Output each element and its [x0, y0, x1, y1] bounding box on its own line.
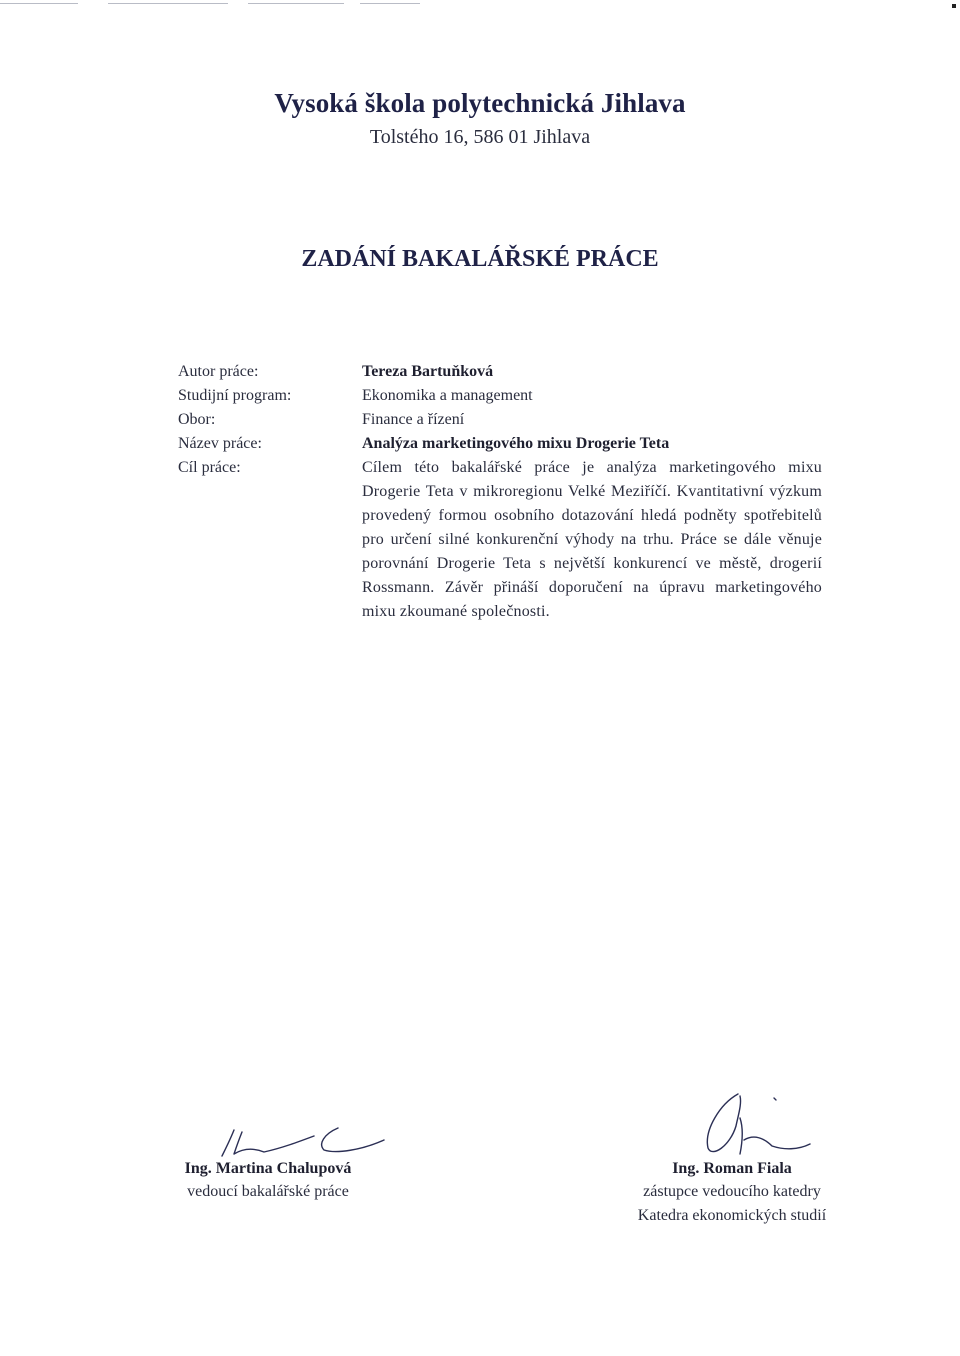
program-value: Ekonomika a management: [362, 387, 533, 404]
goal-label: Cíl práce:: [178, 459, 241, 476]
scan-mark: [952, 4, 956, 8]
deputy-name: Ing. Roman Fiala: [672, 1160, 792, 1177]
deputy-role: zástupce vedoucího katedry: [643, 1183, 821, 1200]
field-value: Finance a řízení: [362, 411, 465, 428]
scan-line: [0, 3, 78, 4]
supervisor-role: vedoucí bakalářské práce: [187, 1183, 349, 1200]
field-values: [362, 360, 822, 624]
scan-line: [360, 3, 420, 4]
supervisor-signature: [212, 1118, 402, 1162]
goal-value: Cílem této bakalářské práce je analýza marketingového mixu Drogerie Teta v mikroregionu Velké Meziříčí. Kvantitativní výzkum provedený formou osobního dotazování hledá podněty spotřebitelů pro určení silné konkurenční výhody na trhu. Práce se dále věnuje porovnání Drogerie Teta s největší konkurencí ve městě, drogerií Rossmann. Závěr přináší doporučení na úpravu marketingového mixu zkoumané společnosti.: [362, 459, 822, 620]
scan-edge: [0, 0, 960, 8]
supervisor-signature-block: [150, 1158, 386, 1204]
author-value: Tereza Bartuňková: [362, 363, 494, 380]
deputy-signature-block: [614, 1158, 850, 1228]
scan-line: [108, 3, 228, 4]
thesis-title-value: Analýza marketingového mixu Drogerie Teta: [362, 435, 670, 452]
school-address: Tolstého 16, 586 01 Jihlava: [369, 126, 591, 148]
program-label: Studijní program:: [178, 387, 292, 404]
thesis-title-label: Název práce:: [178, 435, 262, 452]
supervisor-name: Ing. Martina Chalupová: [184, 1160, 352, 1177]
deputy-signature: [690, 1090, 820, 1162]
field-labels: [178, 360, 348, 480]
department-name: Katedra ekonomických studií: [637, 1207, 827, 1224]
document-title: ZADÁNÍ BAKALÁŘSKÉ PRÁCE: [301, 246, 659, 272]
field-label: Obor:: [178, 411, 216, 428]
author-label: Autor práce:: [178, 363, 259, 380]
scan-line: [248, 3, 344, 4]
school-name: Vysoká škola polytechnická Jihlava: [274, 88, 686, 118]
